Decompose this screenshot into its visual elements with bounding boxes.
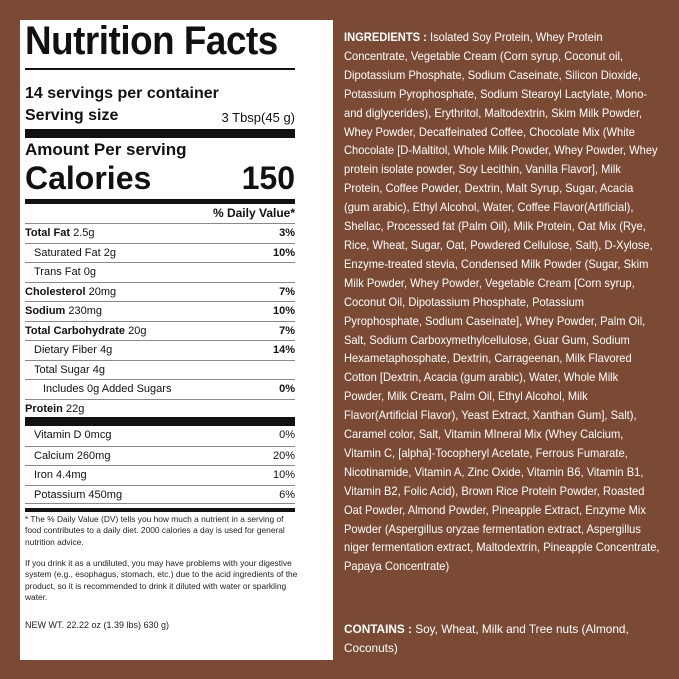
net-weight: NEW WT. 22.22 oz (1.39 lbs) 630 g)	[25, 620, 170, 630]
contains-label: CONTAINS :	[344, 622, 412, 636]
thick-divider	[25, 199, 295, 204]
contains-block	[344, 620, 674, 658]
vitamin-row-vitamin-d: Vitamin D 0mcg 0%	[34, 429, 295, 441]
vitamin-row-potassium: Potassium 450mg 6%	[25, 485, 295, 505]
ingredients-text: Isolated Soy Protein, Whey Protein Concentrate, Vegetable Cream (Corn syrup, Coconut oil, Dipotassium Phosphate, Sodium Caseinate, Silicon Dioxide, Potassium Pyrophosphate, Sodium Stearoyl Lactylate, Mono- and diglycerides), Erythritol, Maltodextrin, Skim Milk Powder, Whey Powder, Decaffeinated Coffee, Chocolate Mix (White Chocolate [D-Maltitol, Whole Milk Powder, Whey Powder, Whey protein isolate powder, Soy Lecithin, Vanilla Flavor], Milk Protein, Coffee Powder, Dextrin, Malt Syrup, Sugar, Acacia (gum arabic), Ethyl Alcohol, Water, Coffee Flavor(Artificial), Shellac, Processed fat (Palm Oil), Milk Protein, Oat Mix (Rye, Rice, Wheat, Sugar, Oat, Powdered Cellulose, Salt), D-Xylose, Enzyme-treated stevia, Condensed Milk Powder (Sugar, Skim Milk Powder, Whey Powder, Vegetable Cream [Corn syrup, Coconut Oil, Dipotassium Phosphate, Potassium Pyrophosphate, Sodium Caseinate], Whey Powder, Palm Oil, Salt, Sodium Carboxymethylcellulose, Guar Gum, Sodium Hexametaphosphate, Dextrin, Carrageenan, Milk Flavored Cotton [Dextrin, Acacia (gum arabic), Water, Whole Milk Powder, Milk Cream, Palm Oil, Ethyl Alcohol, Milk Flavor(Artificial Flavor), Yeast Extract, Xanthan Gum], Salt), Caramel color, Salt, Vitamin MIneral Mix (Whey Calcium, Vitamin C, [alpha]-Tocopheryl Acetate, Ferrous Fumarate, Nicotinamide, Vitamin A, Zinc Oxide, Vitamin B6, Vitamin B1, Vitamin B2, Folic Acid), Brown Rice Protein Powder, Roasted Oat Powder, Almond Powder, Pineapple Extract, Enzyme Mix Powder (Aspergillus oryzae fermentation extract, Aspergillus niger fermentation extract, Maltodextrin, Pineapple Concentrate, Papaya Concentrate)	[344, 31, 660, 574]
nutrient-row-cholesterol: Cholesterol 20mg 7%	[25, 282, 295, 302]
thick-divider	[25, 508, 295, 512]
contains-text: Soy, Wheat, Milk and Tree nuts (Almond, Coconuts)	[344, 622, 629, 655]
daily-value-footnote: * The % Daily Value (DV) tells you how much a nutrient in a serving of food contributes to a daily diet. 2000 calories a day is used for general nutrition advice.	[25, 514, 285, 547]
nutrient-row-sodium: Sodium 230mg 10%	[25, 301, 295, 321]
calories-value: 150	[241, 160, 295, 196]
amount-per-serving: Amount Per serving	[25, 140, 187, 159]
nutrient-row-added-sugars: Includes 0g Added Sugars 0%	[25, 379, 295, 399]
calories-row	[25, 160, 295, 196]
nutrient-row-total-fat: Total Fat 2.5g 3%	[25, 223, 295, 243]
calories-label: Calories	[25, 160, 152, 196]
nutrient-row-dietary-fiber: Dietary Fiber 4g 14%	[25, 340, 295, 360]
thick-divider	[25, 129, 295, 138]
nutrient-row-total-sugar: Total Sugar 4g	[25, 360, 295, 380]
serving-size-label: Serving size	[25, 107, 119, 124]
vitamin-row-calcium: Calcium 260mg 20%	[25, 446, 295, 466]
dilution-warning: If you drink it as a undiluted, you may have problems with your digestive system (e.g., esophagus, stomach, etc.) due to the acid ingredients of the product, so it is recommended to drink it diluted with water or sparkling water.	[25, 558, 298, 602]
serving-size-value: 3 Tbsp(45 g)	[221, 110, 295, 125]
servings-per-container: 14 servings per container	[25, 85, 219, 102]
nutrient-row-total-carbohydrate: Total Carbohydrate 20g 7%	[25, 321, 295, 341]
nutrition-facts-title: Nutrition Facts	[25, 19, 278, 63]
nutrient-row-trans-fat: Trans Fat 0g	[25, 262, 295, 282]
ingredients-block	[344, 29, 661, 577]
serving-size	[25, 106, 295, 128]
vitamin-row-iron: Iron 4.4mg 10%	[25, 465, 295, 485]
divider	[25, 68, 295, 70]
nutrient-row-saturated-fat: Saturated Fat 2g 10%	[25, 243, 295, 263]
thick-divider	[25, 417, 295, 426]
nutrient-row-protein: Protein 22g	[25, 399, 295, 419]
daily-value-header: % Daily Value*	[212, 206, 295, 220]
ingredients-label: INGREDIENTS :	[344, 31, 427, 44]
